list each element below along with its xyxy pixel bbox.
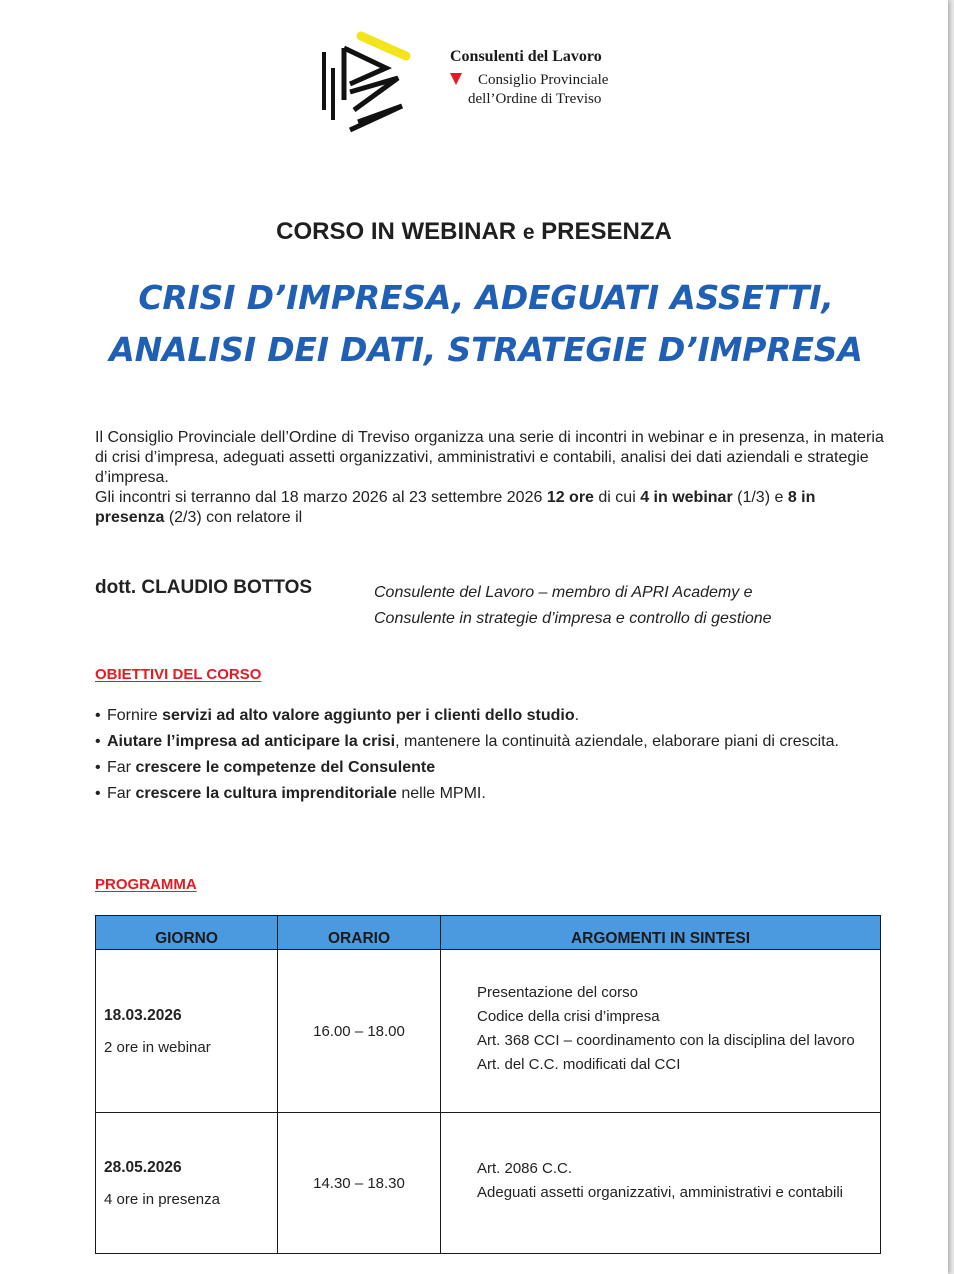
org-block [450, 48, 608, 109]
session-mode: 4 ore in presenza [104, 1190, 220, 1208]
objectives-list [95, 706, 881, 810]
speaker-role-line2: Consulente in strategie d’impresa e controllo di gestione [374, 610, 772, 627]
session-mode: 2 ore in webinar [104, 1038, 211, 1056]
item-text: , mantenere la continuità aziendale, elaborare piani di crescita. [395, 733, 839, 750]
topic-item: Presentazione del corso [477, 984, 638, 1001]
column-header-time: ORARIO [278, 916, 441, 950]
item-bold: Aiutare l’impresa ad anticipare la crisi [107, 733, 396, 750]
title-line1: CRISI D’IMPRESA, ADEGUATI ASSETTI, [138, 278, 834, 317]
course-kicker [0, 218, 948, 246]
topic-item: Art. 368 CCI – coordinamento con la disciplina del lavoro [477, 1032, 855, 1049]
org-sub-line1: Consiglio Provinciale [478, 72, 609, 88]
intro-paragraph-2 [95, 488, 885, 528]
intro-hours: 12 ore [546, 489, 594, 506]
topics-list [477, 1159, 870, 1202]
item-text: Far [107, 785, 136, 802]
list-item [95, 784, 881, 803]
column-header-topics: ARGOMENTI IN SINTESI [441, 916, 881, 950]
intro-paragraph-1: Il Consiglio Provinciale dell’Ordine di Treviso organizza una serie di incontri in webinar e in presenza, in materia di crisi d’impresa, adeguati assetti organizzativi, amministrativi e contabili, analisi dei dati aziendali e strategie d’impresa. [95, 429, 884, 486]
item-bold: servizi ad alto valore aggiunto per i clienti dello studio [162, 707, 575, 724]
column-header-day: GIORNO [96, 916, 278, 950]
topics-cell [441, 1113, 881, 1254]
day-cell [96, 950, 278, 1113]
program-heading: PROGRAMMA [95, 876, 197, 893]
topic-item: Art. 2086 C.C. [477, 1160, 573, 1177]
intro-webinar-hours: 4 in webinar [640, 489, 733, 506]
item-text: Fornire [107, 707, 163, 724]
item-text: . [574, 707, 580, 724]
intro-p2-g: (2/3) con relatore il [164, 509, 303, 526]
red-triangle-icon [450, 73, 462, 85]
kicker-part2: e [522, 221, 535, 244]
day-cell [96, 1113, 278, 1254]
speaker-role-line1: Consulente del Lavoro – membro di APRI Academy e [374, 584, 753, 601]
table-header-row [96, 916, 881, 950]
session-time: 16.00 – 18.00 [278, 950, 441, 1113]
topic-item: Codice della crisi d’impresa [477, 1008, 660, 1025]
org-sub-line2: dell’Ordine di Treviso [468, 91, 602, 107]
item-text: Far [107, 759, 136, 776]
topic-item: Art. del C.C. modificati dal CCI [477, 1056, 681, 1073]
intro-p2-c: di cui [593, 489, 641, 506]
title-line2: ANALISI DEI DATI, STRATEGIE D’IMPRESA [109, 330, 863, 369]
org-subtitle [450, 71, 608, 109]
table-row [96, 1113, 881, 1254]
kicker-part1: CORSO IN WEBINAR [276, 218, 523, 245]
item-bold: crescere le competenze del Consulente [135, 759, 436, 776]
intro-text [95, 428, 885, 528]
intro-presence-hours: 8 in presenza [95, 489, 816, 526]
session-date: 28.05.2026 [104, 1158, 182, 1176]
program-table [95, 915, 881, 1254]
item-text: nelle MPMI. [396, 785, 486, 802]
list-item [95, 758, 881, 777]
topics-list [477, 983, 870, 1074]
kicker-part3: PRESENZA [534, 218, 672, 245]
session-time: 14.30 – 18.30 [278, 1113, 441, 1254]
session-date: 18.03.2026 [104, 1006, 182, 1024]
speaker-role [374, 580, 772, 632]
course-title [0, 272, 948, 376]
topic-item: Adeguati assetti organizzativi, amministrativi e contabili [477, 1184, 843, 1201]
table-row [96, 950, 881, 1113]
list-item [95, 732, 881, 751]
topics-cell [441, 950, 881, 1113]
objectives-heading: OBIETTIVI DEL CORSO [95, 666, 262, 683]
item-bold: crescere la cultura imprenditoriale [135, 785, 397, 802]
consulenti-del-lavoro-logo [314, 30, 414, 142]
speaker-name: dott. CLAUDIO BOTTOS [95, 577, 313, 598]
org-name: Consulenti del Lavoro [450, 48, 602, 65]
intro-p2-a: Gli incontri si terranno dal 18 marzo 2026 al 23 settembre 2026 [95, 489, 547, 506]
intro-p2-e: (1/3) e [732, 489, 788, 506]
list-item [95, 706, 881, 725]
